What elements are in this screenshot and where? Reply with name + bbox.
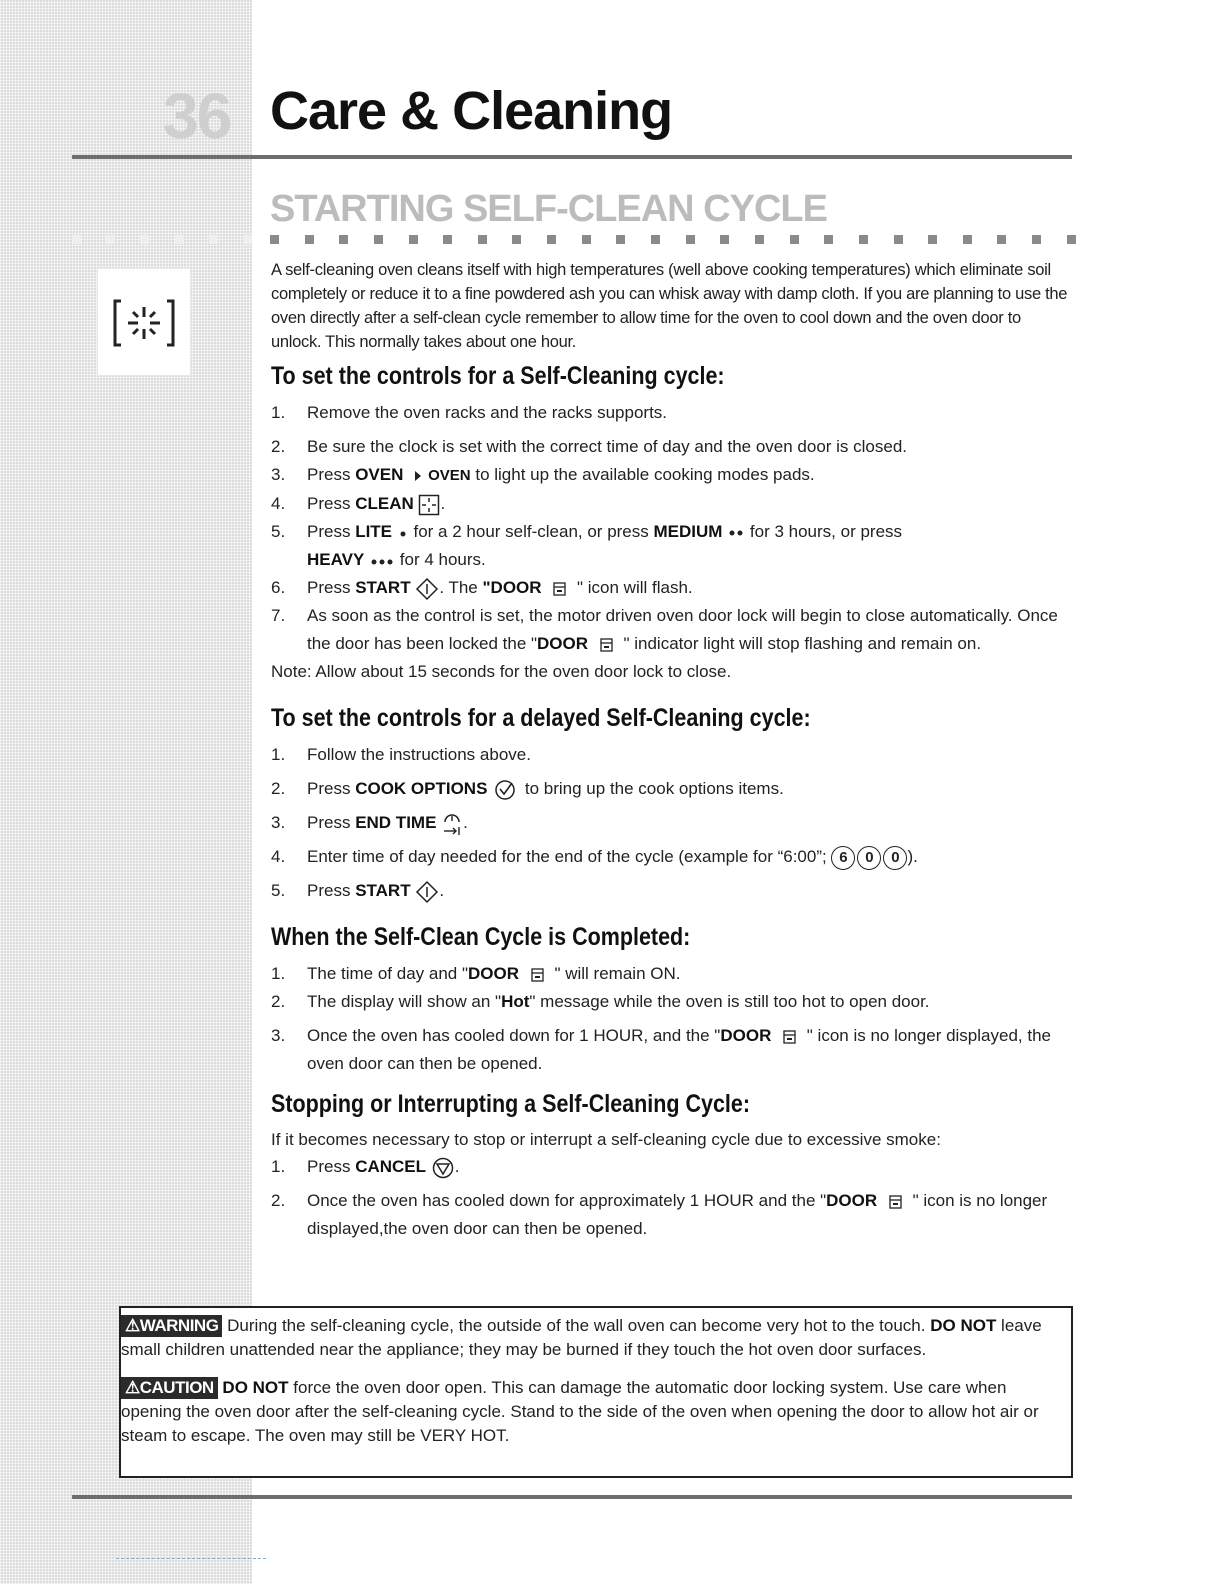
subhead-completed: When the Self-Clean Cycle is Completed: <box>271 923 691 951</box>
play-arrow-icon <box>408 469 428 483</box>
list-item: 5. Press LITE for a 2 hour self-clean, or press MEDIUM for 3 hours, or press HEAVY for 4 hours. <box>271 522 903 569</box>
door-lock-icon <box>524 967 550 983</box>
safety-notice-box <box>119 1306 1073 1478</box>
list-item: 1. Press CANCEL . <box>271 1153 1071 1181</box>
header-divider <box>72 155 1072 159</box>
list-item: 4. Press CLEAN . <box>271 490 1071 518</box>
list-item: 7. As soon as the control is set, the motor driven oven door lock will begin to close automatically. Once the door has been locked the "DOOR " indicator light will stop flashing and remain on. <box>271 606 1058 653</box>
clean-key-icon <box>418 494 440 516</box>
stopping-intro: If it becomes necessary to stop or interrupt a self-cleaning cycle due to excessive smoke: <box>271 1130 941 1149</box>
warning-triangle-icon: ⚠ <box>125 1316 140 1335</box>
caution-triangle-icon: ⚠ <box>125 1378 140 1397</box>
three-dots-icon <box>369 556 395 566</box>
caution-badge: ⚠CAUTION <box>121 1377 218 1399</box>
page-number: 36 <box>163 80 231 152</box>
subhead-delayed: To set the controls for a delayed Self-Cleaning cycle: <box>271 704 811 732</box>
section-square-row <box>270 235 1076 245</box>
start-icon <box>415 577 439 601</box>
footer-divider <box>72 1495 1072 1499</box>
self-clean-icon <box>113 299 175 347</box>
warning-paragraph: ⚠WARNING During the self-cleaning cycle, the outside of the wall oven can become very hot to the touch. DO NOT leave small children unattended near the appliance; they may be burned if they touch the hot oven door surfaces. <box>121 1316 1042 1359</box>
door-lock-icon <box>593 637 619 653</box>
intro-paragraph: A self-cleaning oven cleans itself with high temperatures (well above cooking temperatures) which eliminate soil completely or reduce it to a fine powdered ash you can whisk away with damp cloth. If you are planning to use the oven directly after a self-clean cycle remember to allow time for the oven to cool down and the oven door to unlock. This normally takes about one hour. <box>271 261 1068 351</box>
page-title: Care & Cleaning <box>270 81 673 141</box>
cook-options-icon <box>492 778 520 802</box>
list-item: 2. Be sure the clock is set with the correct time of day and the oven door is closed. <box>271 437 908 456</box>
subhead-set-controls: To set the controls for a Self-Cleaning cycle: <box>271 362 725 390</box>
note-text: Note: Allow about 15 seconds for the oven door lock to close. <box>271 662 732 681</box>
door-lock-icon <box>882 1194 908 1210</box>
start-icon <box>415 880 439 904</box>
stopping-steps <box>271 1153 1071 1243</box>
warning-badge: ⚠WARNING <box>121 1315 222 1337</box>
delayed-steps <box>271 741 1071 905</box>
one-dot-icon <box>397 528 409 538</box>
list-item: 4. Enter time of day needed for the end of the cycle (example for “6:00”; 6 0 0 ). <box>271 843 1071 871</box>
door-lock-icon <box>776 1029 802 1045</box>
digit-key-0: 0 <box>883 846 907 870</box>
end-time-icon <box>441 811 463 837</box>
list-item: 2. Once the oven has cooled down for approximately 1 HOUR and the "DOOR " icon is no longer displayed,the oven door can then be opened. <box>271 1191 1048 1238</box>
set-controls-steps <box>271 399 1071 658</box>
list-item: 2. The display will show an "Hot" message while the oven is still too hot to open door. <box>271 992 930 1011</box>
clean-icon-panel <box>97 268 191 376</box>
list-item: 1. Remove the oven racks and the racks supports. <box>271 403 668 422</box>
digit-key-0: 0 <box>857 846 881 870</box>
caution-paragraph: ⚠CAUTION DO NOT force the oven door open. This can damage the automatic door locking system. Use care when opening the oven door after the self-cleaning cycle. Stand to the side of the oven when opening the door to allow hot air or steam to escape. The oven may still be VERY HOT. <box>121 1378 1039 1445</box>
left-dot-row <box>72 235 252 245</box>
list-item: 3. Press OVEN OVEN to light up the available cooking modes pads. <box>271 465 815 484</box>
digit-keys <box>831 846 907 870</box>
list-item: 6. Press START . The "DOOR " icon will flash. <box>271 574 1071 602</box>
list-item: 5. Press START . <box>271 877 1071 905</box>
two-dots-icon <box>727 528 745 538</box>
cancel-icon <box>431 1156 455 1180</box>
subhead-stopping: Stopping or Interrupting a Self-Cleaning Cycle: <box>271 1090 751 1118</box>
digit-key-6: 6 <box>831 846 855 870</box>
list-item: 1. The time of day and "DOOR " will remain ON. <box>271 964 681 983</box>
completed-steps <box>271 960 1071 1078</box>
list-item: 3. Press END TIME . <box>271 809 1071 837</box>
list-item: 1. Follow the instructions above. <box>271 745 531 764</box>
main-content <box>271 258 1071 1243</box>
list-item: 3. Once the oven has cooled down for 1 HOUR, and the "DOOR " icon is no longer displayed, the oven door can then be opened. <box>271 1026 1051 1073</box>
door-lock-icon <box>546 581 572 597</box>
section-title: STARTING SELF-CLEAN CYCLE <box>270 188 827 230</box>
list-item: 2. Press COOK OPTIONS to bring up the cook options items. <box>271 775 1071 803</box>
bottom-dotted-line <box>116 1558 266 1560</box>
